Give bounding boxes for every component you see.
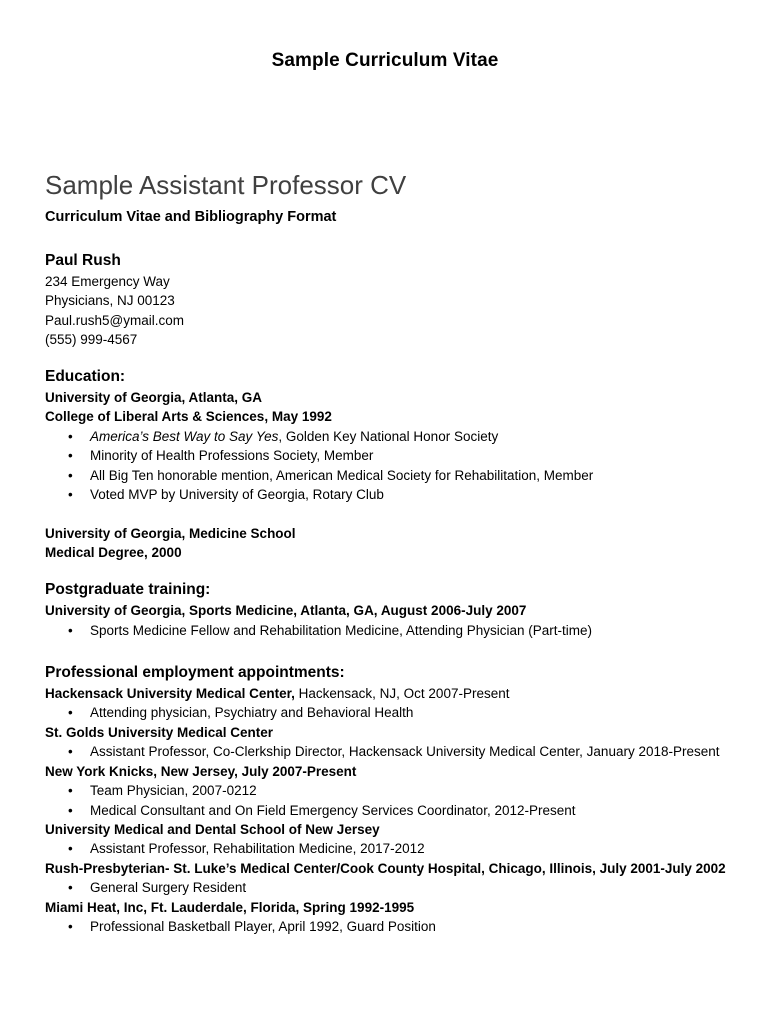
contact-phone: (555) 999-4567: [45, 331, 138, 347]
document-title: Sample Curriculum Vitae: [271, 50, 499, 71]
list-item: • Medical Consultant and On Field Emergency Services Coordinator, 2012-Present: [45, 801, 745, 821]
list-item: • Attending physician, Psychiatry and Behavioral Health: [45, 703, 745, 723]
honor-detail: , Golden Key National Honor Society: [278, 428, 499, 444]
employment-5-list: [45, 878, 745, 898]
cv-content: [45, 207, 745, 936]
employment-entry-2: St. Golds University Medical Center: [45, 724, 274, 740]
education-school2: University of Georgia, Medicine School: [45, 525, 296, 541]
employment-heading: Professional employment appointments:: [45, 664, 345, 682]
employment-entry-4: University Medical and Dental School of New Jersey: [45, 822, 380, 838]
education-heading: Education:: [45, 368, 126, 386]
employment-entry-1: [45, 684, 745, 703]
employment-entry-5: Rush-Presbyterian- St. Luke’s Medical Center/Cook County Hospital, Chicago, Illinois, July 2001-July 2002: [45, 860, 726, 876]
education-school2-degree: Medical Degree, 2000: [45, 545, 182, 561]
contact-address-line2: Physicians, NJ 00123: [45, 293, 175, 309]
postgrad-heading: Postgraduate training:: [45, 581, 211, 599]
contact-address-line1: 234 Emergency Way: [45, 274, 170, 289]
postgrad-entry: University of Georgia, Sports Medicine, Atlanta, GA, August 2006-July 2007: [45, 603, 527, 619]
employment-4-list: [45, 839, 745, 859]
employment-entry-3: New York Knicks, New Jersey, July 2007-Present: [45, 763, 357, 779]
list-item: • Sports Medicine Fellow and Rehabilitation Medicine, Attending Physician (Part-time): [45, 621, 745, 641]
cv-heading: Sample Assistant Professor CV: [45, 170, 407, 200]
education-school1-degree: College of Liberal Arts & Sciences, May 1992: [45, 409, 332, 425]
list-item: • All Big Ten honorable mention, American Medical Society for Rehabilitation, Member: [45, 466, 745, 486]
employer-name: Hackensack University Medical Center,: [45, 686, 295, 702]
employer-detail: Hackensack, NJ, Oct 2007-Present: [294, 686, 510, 702]
list-item: • Team Physician, 2007-0212: [45, 781, 745, 801]
list-item: • Assistant Professor, Co-Clerkship Director, Hackensack University Medical Center, January 2018-Present: [45, 742, 745, 762]
education-school1: University of Georgia, Atlanta, GA: [45, 390, 263, 406]
education-school1-list: [45, 427, 745, 505]
employment-2-list: [45, 742, 745, 762]
cv-subtitle: Curriculum Vitae and Bibliography Format: [45, 209, 337, 225]
employment-1-list: [45, 703, 745, 723]
list-item: • General Surgery Resident: [45, 878, 745, 898]
employment-3-list: [45, 781, 745, 820]
contact-name: Paul Rush: [45, 252, 121, 269]
employment-6-list: [45, 917, 745, 937]
postgrad-list: [45, 621, 745, 641]
list-item: • Assistant Professor, Rehabilitation Medicine, 2017-2012: [45, 839, 745, 859]
contact-email: Paul.rush5@ymail.com: [45, 312, 185, 328]
list-item: [45, 427, 745, 447]
list-item: • Professional Basketball Player, April 1992, Guard Position: [45, 917, 745, 937]
honor-title: America’s Best Way to Say Yes: [90, 428, 279, 444]
list-item: • Voted MVP by University of Georgia, Rotary Club: [45, 485, 745, 505]
list-item: • Minority of Health Professions Society, Member: [45, 446, 745, 466]
employment-entry-6: Miami Heat, Inc, Ft. Lauderdale, Florida, Spring 1992-1995: [45, 899, 415, 915]
